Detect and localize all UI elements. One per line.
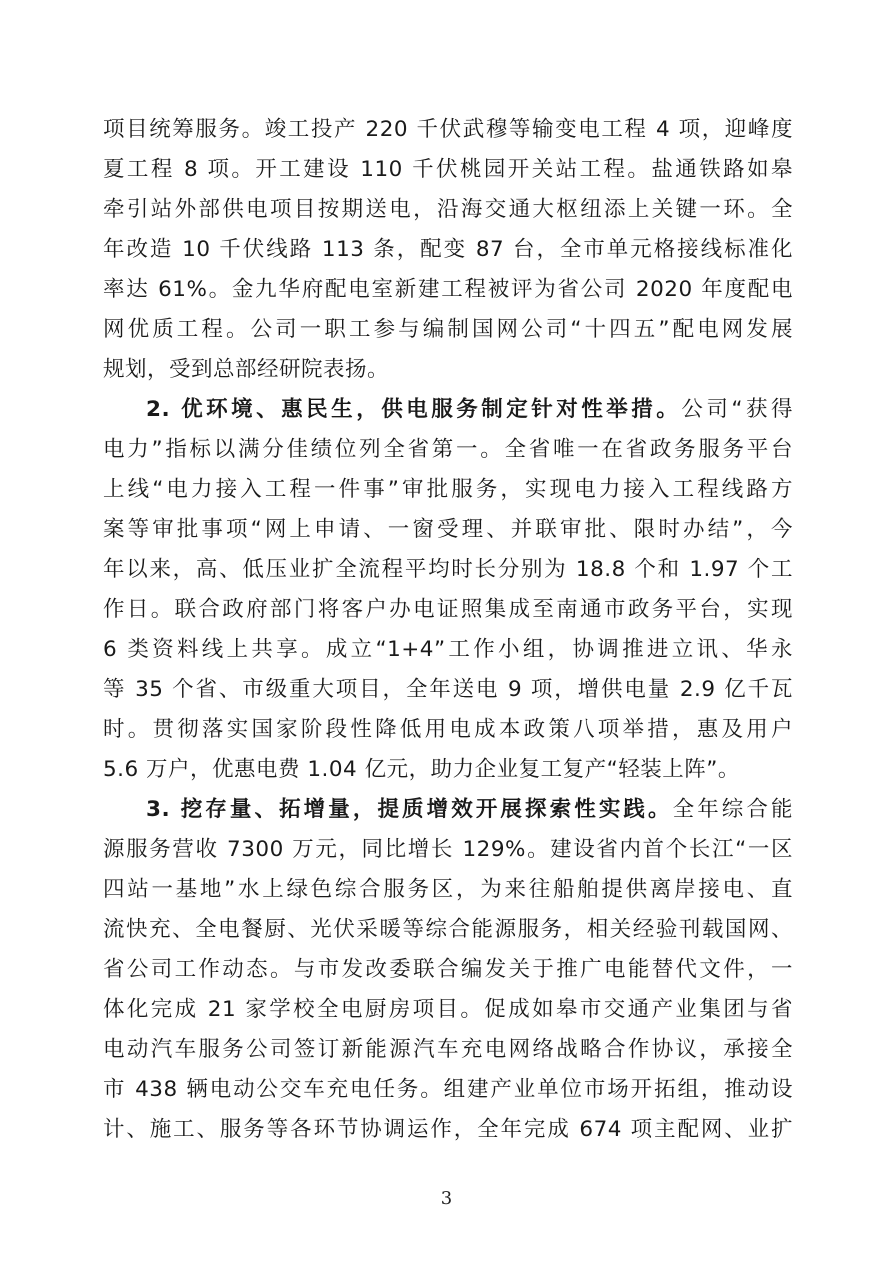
text-line: 上线“电力接入工程一件事”审批服务，实现电力接入工程线路方 — [103, 477, 793, 502]
section-heading: 2. 优环境、惠民生，供电服务制定针对性举措。 — [146, 397, 682, 422]
text-line: 省公司工作动态。与市发改委联合编发关于推广电能替代文件，一 — [103, 957, 793, 982]
paragraph-first-line — [103, 390, 793, 430]
text-line: 5.6 万户，优惠电费 1.04 亿元，助力企业复工复产“轻装上阵”。 — [103, 757, 740, 782]
text-line: 6 类资料线上共享。成立“1+4”工作小组，协调推进立讯、华永 — [103, 637, 793, 662]
text-line: 源服务营收 7300 万元，同比增长 129%。建设省内首个长江“一区 — [103, 837, 793, 862]
text-line: 率达 61%。金九华府配电室新建工程被评为省公司 2020 年度配电 — [103, 277, 793, 302]
text-line: 网优质工程。公司一职工参与编制国网公司“十四五”配电网发展 — [103, 317, 793, 342]
text-line: 计、施工、服务等各环节协调运作，全年完成 674 项主配网、业扩 — [103, 1117, 793, 1142]
text-line: 流快充、全电餐厨、光伏采暖等综合能源服务，相关经验刊载国网、 — [103, 917, 793, 942]
text-line: 规划，受到总部经研院表扬。 — [103, 357, 390, 382]
text-line: 电力”指标以满分佳绩位列全省第一。全省唯一在省政务服务平台 — [103, 437, 793, 462]
text-line: 时。贯彻落实国家阶段性降低用电成本政策八项举措，惠及用户 — [103, 717, 793, 742]
paragraph-first-line — [103, 790, 793, 830]
text-line: 等 35 个省、市级重大项目，全年送电 9 项，增供电量 2.9 亿千瓦 — [103, 677, 793, 702]
text-line: 四站一基地”水上绿色综合服务区，为来往船舶提供离岸接电、直 — [103, 877, 793, 902]
text-segment: 全年综合能 — [672, 797, 793, 822]
text-line: 体化完成 21 家学校全电厨房项目。促成如皋市交通产业集团与省 — [103, 997, 793, 1022]
page-number: 3 — [440, 1188, 453, 1209]
text-line: 牵引站外部供电项目按期送电，沿海交通大枢纽添上关键一环。全 — [103, 197, 793, 222]
text-line: 电动汽车服务公司签订新能源汽车充电网络战略合作协议，承接全 — [103, 1037, 793, 1062]
text-line: 项目统筹服务。竣工投产 220 千伏武穆等输变电工程 4 项，迎峰度 — [103, 117, 793, 142]
section-heading: 3. 挖存量、拓增量，提质增效开展探索性实践。 — [146, 797, 673, 822]
text-line: 年以来，高、低压业扩全流程平均时长分别为 18.8 个和 1.97 个工 — [103, 557, 793, 582]
text-line: 夏工程 8 项。开工建设 110 千伏桃园开关站工程。盐通铁路如皋 — [103, 157, 793, 182]
text-line: 作日。联合政府部门将客户办电证照集成至南通市政务平台，实现 — [103, 597, 793, 622]
text-line: 年改造 10 千伏线路 113 条，配变 87 台，全市单元格接线标准化 — [103, 237, 793, 262]
text-line: 案等审批事项“网上申请、一窗受理、并联审批、限时办结”，今 — [103, 517, 793, 542]
text-line: 市 438 辆电动公交车充电任务。组建产业单位市场开拓组，推动设 — [103, 1077, 793, 1102]
text-segment: 公司“获得 — [681, 397, 793, 422]
